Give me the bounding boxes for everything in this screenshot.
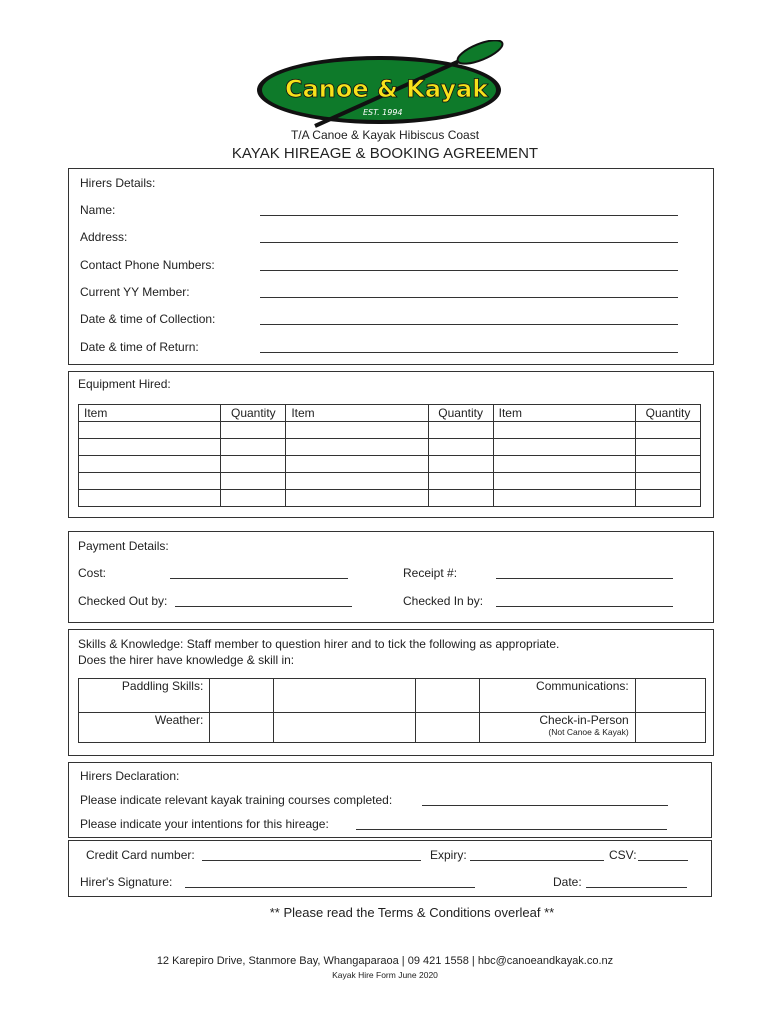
card-number-label: Credit Card number:: [86, 848, 195, 862]
expiry-label: Expiry:: [430, 848, 467, 862]
checkin-cell: [480, 713, 636, 743]
col-item-2: Item: [286, 405, 428, 422]
return-label: Date & time of Return:: [80, 340, 199, 354]
address-label: Address:: [80, 230, 128, 244]
phone-label: Contact Phone Numbers:: [80, 258, 215, 272]
communications-label: Communications:: [480, 679, 636, 713]
receipt-field[interactable]: [496, 578, 673, 579]
declaration-heading: Hirers Declaration:: [80, 769, 180, 783]
table-row[interactable]: [79, 422, 701, 439]
col-quantity-1: Quantity: [221, 405, 286, 422]
skills-question: Does the hirer have knowledge & skill in:: [78, 653, 295, 667]
communications-checkbox[interactable]: [635, 679, 705, 713]
col-item-1: Item: [79, 405, 221, 422]
date-label: Date:: [553, 875, 582, 889]
logo-graphic: [245, 40, 525, 132]
courses-field[interactable]: [422, 805, 668, 806]
checkin-note: (Not Canoe & Kayak): [548, 727, 629, 737]
date-field[interactable]: [586, 887, 687, 888]
form-id: Kayak Hire Form June 2020: [332, 970, 438, 980]
paddling-label: Paddling Skills:: [79, 679, 210, 713]
skills-cell[interactable]: [415, 713, 479, 743]
skills-table: [78, 678, 706, 743]
phone-field[interactable]: [260, 270, 678, 271]
paddling-checkbox[interactable]: [210, 679, 274, 713]
intentions-label: Please indicate your intentions for this hireage:: [80, 817, 329, 831]
table-row[interactable]: [79, 456, 701, 473]
payment-heading: Payment Details:: [78, 539, 169, 553]
col-item-3: Item: [493, 405, 635, 422]
return-field[interactable]: [260, 352, 678, 353]
name-field[interactable]: [260, 215, 678, 216]
weather-label: Weather:: [79, 713, 210, 743]
cost-field[interactable]: [170, 578, 348, 579]
checked-out-label: Checked Out by:: [78, 594, 168, 608]
csv-label: CSV:: [609, 848, 637, 862]
checked-out-field[interactable]: [175, 606, 352, 607]
col-quantity-3: Quantity: [636, 405, 701, 422]
terms-notice: ** Please read the Terms & Conditions overleaf **: [269, 905, 555, 920]
collection-field[interactable]: [260, 324, 678, 325]
checked-in-label: Checked In by:: [403, 594, 484, 608]
hirers-heading: Hirers Details:: [80, 176, 156, 190]
skills-cell[interactable]: [415, 679, 479, 713]
trading-as: T/A Canoe & Kayak Hibiscus Coast: [290, 128, 480, 142]
page-title: KAYAK HIREAGE & BOOKING AGREEMENT: [231, 145, 539, 162]
table-row[interactable]: [79, 473, 701, 490]
logo-established: EST. 1994: [363, 108, 403, 117]
skills-cell[interactable]: [274, 713, 415, 743]
signature-field[interactable]: [185, 887, 475, 888]
equipment-header-row: [79, 405, 701, 422]
courses-label: Please indicate relevant kayak training courses completed:: [80, 793, 393, 807]
signature-label: Hirer's Signature:: [80, 875, 173, 889]
col-quantity-2: Quantity: [428, 405, 493, 422]
expiry-field[interactable]: [470, 860, 604, 861]
equipment-table: [78, 404, 701, 507]
skills-intro: Skills & Knowledge: Staff member to question hirer and to tick the following as appropriate.: [78, 637, 560, 651]
card-number-field[interactable]: [202, 860, 421, 861]
intentions-field[interactable]: [356, 829, 667, 830]
csv-field[interactable]: [638, 860, 688, 861]
collection-label: Date & time of Collection:: [80, 312, 216, 326]
member-field[interactable]: [260, 297, 678, 298]
cost-label: Cost:: [78, 566, 107, 580]
checkin-checkbox[interactable]: [635, 713, 705, 743]
skills-cell[interactable]: [274, 679, 415, 713]
receipt-label: Receipt #:: [403, 566, 458, 580]
address-field[interactable]: [260, 242, 678, 243]
equipment-heading: Equipment Hired:: [78, 377, 171, 391]
footer-address: 12 Karepiro Drive, Stanmore Bay, Whangaparaoa | 09 421 1558 | hbc@canoeandkayak.co.nz: [156, 955, 614, 967]
member-label: Current YY Member:: [80, 285, 190, 299]
weather-checkbox[interactable]: [210, 713, 274, 743]
table-row[interactable]: [79, 490, 701, 507]
checked-in-field[interactable]: [496, 606, 673, 607]
logo: [245, 40, 525, 132]
checkin-label: Check-in-Person: [539, 713, 629, 727]
logo-name: Canoe & Kayak: [285, 75, 489, 103]
table-row[interactable]: [79, 439, 701, 456]
name-label: Name:: [80, 203, 116, 217]
